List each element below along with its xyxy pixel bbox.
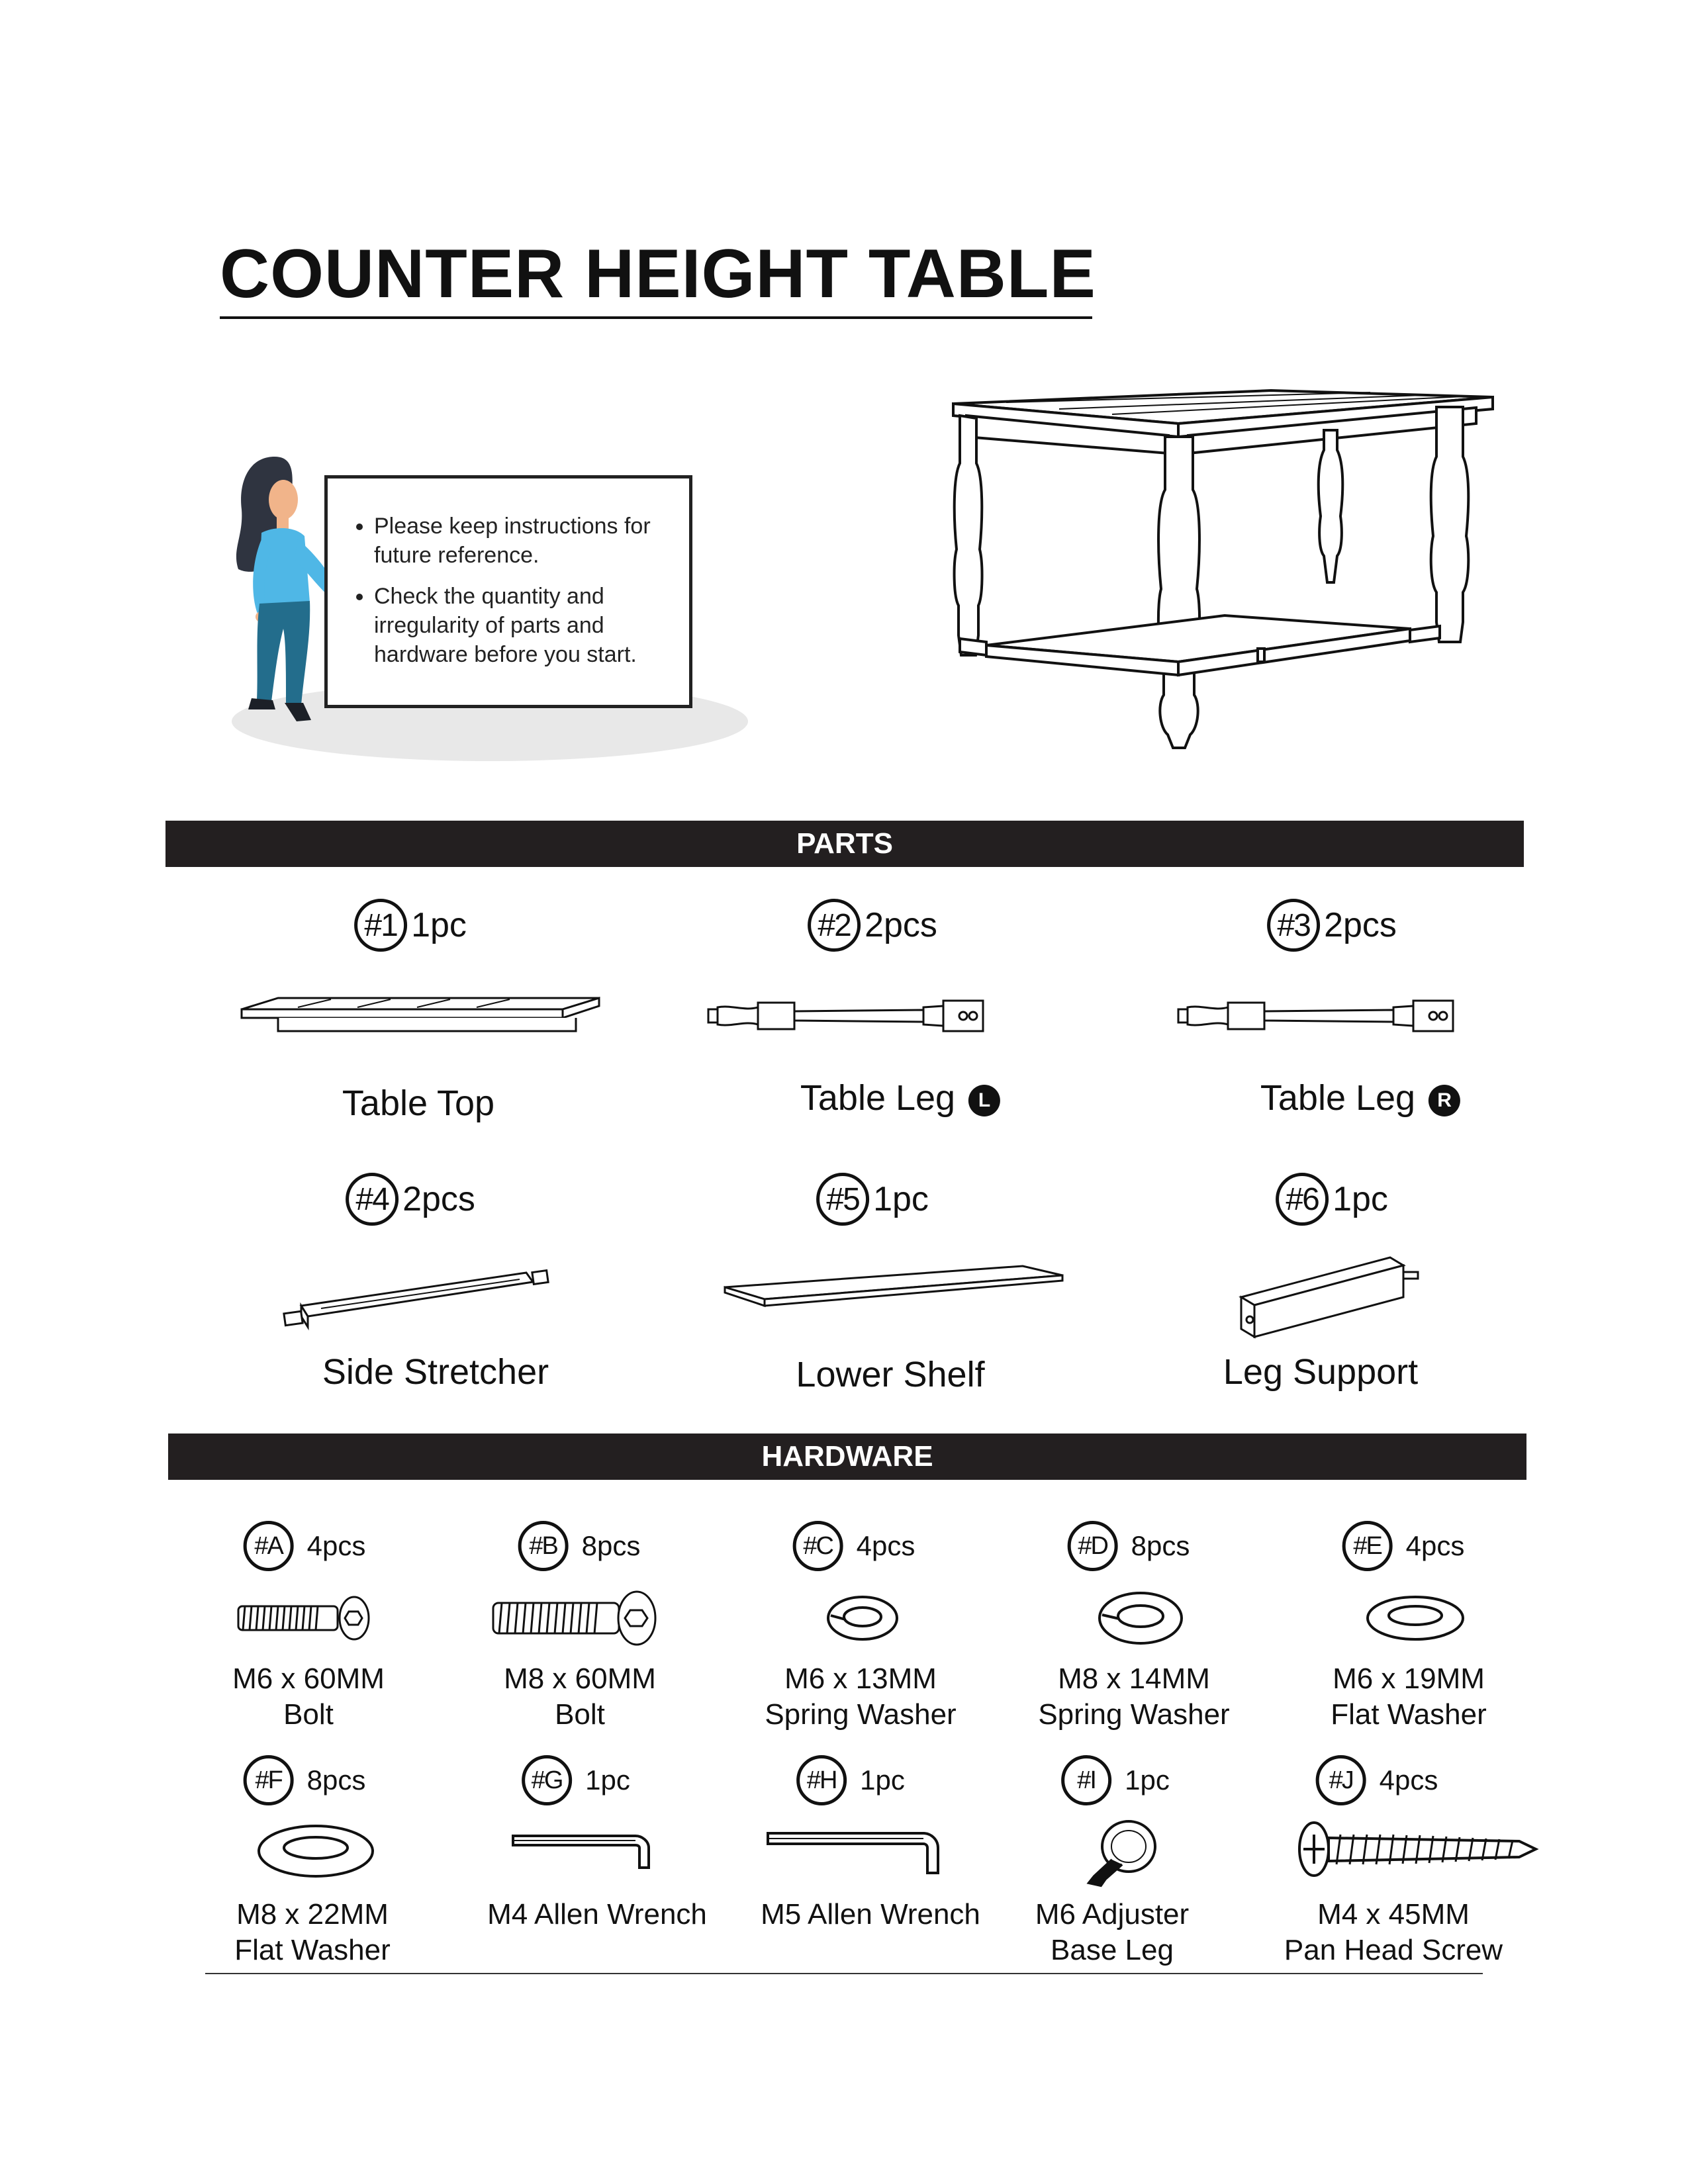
hardware-spec: M8 x 22MM bbox=[236, 1898, 389, 1931]
hardware-quantity: 8pcs bbox=[1131, 1530, 1190, 1561]
flat-washer-icon bbox=[255, 1821, 381, 1881]
allen-wrench-icon bbox=[510, 1828, 655, 1874]
side-stretcher-icon bbox=[281, 1261, 553, 1334]
adjuster-foot-icon bbox=[1076, 1817, 1162, 1889]
part-header bbox=[808, 899, 937, 952]
hardware-header bbox=[1342, 1521, 1465, 1571]
hardware-label bbox=[1038, 1661, 1229, 1733]
table-leg-icon bbox=[1175, 993, 1466, 1039]
hardware-spec: M8 x 60MM bbox=[504, 1662, 656, 1695]
part-quantity: 1pc bbox=[1333, 1180, 1388, 1218]
parts-section-header: PARTS bbox=[165, 821, 1524, 867]
notice-bullet: • Please keep instructions for future reference. bbox=[374, 512, 669, 570]
hardware-quantity: 4pcs bbox=[856, 1530, 915, 1561]
hardware-section-header: HARDWARE bbox=[168, 1433, 1526, 1480]
hardware-label bbox=[1284, 1897, 1503, 1968]
hardware-type: Base Leg bbox=[1051, 1934, 1174, 1966]
part-quantity: 1pc bbox=[873, 1180, 929, 1218]
part-name-with-side bbox=[1260, 1077, 1460, 1118]
hardware-number-badge: #G bbox=[522, 1755, 572, 1805]
part-header bbox=[346, 1173, 475, 1226]
hardware-type: Flat Washer bbox=[1331, 1698, 1487, 1731]
hardware-quantity: 8pcs bbox=[581, 1530, 641, 1561]
right-side-badge: R bbox=[1429, 1085, 1460, 1116]
hardware-quantity: 1pc bbox=[1125, 1764, 1170, 1796]
hardware-spec: M6 x 13MM bbox=[784, 1662, 937, 1695]
hardware-type: Bolt bbox=[555, 1698, 605, 1731]
part-header bbox=[1276, 1173, 1388, 1226]
part-name: Table Leg bbox=[800, 1078, 956, 1118]
part-name: Leg Support bbox=[1223, 1352, 1419, 1392]
hardware-quantity: 4pcs bbox=[1405, 1530, 1465, 1561]
hardware-spec: M5 Allen Wrench bbox=[761, 1898, 980, 1931]
assembled-table-illustration bbox=[947, 384, 1529, 754]
hardware-type: Spring Washer bbox=[1038, 1698, 1230, 1731]
hardware-quantity: 4pcs bbox=[1379, 1764, 1438, 1796]
hardware-number-badge: #F bbox=[244, 1755, 294, 1805]
lower-shelf-icon bbox=[722, 1261, 1069, 1320]
hardware-header bbox=[1316, 1755, 1438, 1805]
part-name-with-side bbox=[800, 1077, 1000, 1118]
bolt-icon bbox=[235, 1595, 374, 1641]
hardware-label bbox=[1035, 1897, 1189, 1968]
table-leg-icon bbox=[705, 993, 996, 1039]
hardware-spec: M4 Allen Wrench bbox=[487, 1898, 707, 1931]
hardware-quantity: 4pcs bbox=[306, 1530, 366, 1561]
notice-list bbox=[354, 512, 669, 669]
screw-icon bbox=[1294, 1815, 1542, 1888]
hardware-number-badge: #B bbox=[518, 1521, 569, 1571]
part-quantity: 2pcs bbox=[1324, 906, 1397, 944]
hardware-spec: M6 x 19MM bbox=[1333, 1662, 1485, 1695]
spring-washer-icon bbox=[1096, 1588, 1188, 1648]
hardware-number-badge: #D bbox=[1068, 1521, 1118, 1571]
hardware-type: Flat Washer bbox=[234, 1934, 391, 1966]
part-number-badge: #5 bbox=[816, 1173, 869, 1226]
part-name: Table Leg bbox=[1260, 1078, 1416, 1118]
hardware-label bbox=[765, 1661, 956, 1733]
hardware-header bbox=[793, 1521, 915, 1571]
hardware-number-badge: #H bbox=[796, 1755, 847, 1805]
hardware-header bbox=[1061, 1755, 1170, 1805]
part-number-badge: #2 bbox=[808, 899, 861, 952]
part-name: Lower Shelf bbox=[796, 1355, 985, 1394]
hardware-quantity: 8pcs bbox=[306, 1764, 366, 1796]
hardware-header bbox=[522, 1755, 630, 1805]
hardware-label bbox=[487, 1897, 707, 1933]
part-number-badge: #3 bbox=[1267, 899, 1320, 952]
left-side-badge: L bbox=[968, 1085, 1000, 1116]
hardware-label bbox=[1331, 1661, 1487, 1733]
hardware-label bbox=[232, 1661, 385, 1733]
hardware-type: Bolt bbox=[283, 1698, 334, 1731]
hardware-label bbox=[504, 1661, 656, 1733]
hardware-label bbox=[234, 1897, 391, 1968]
spring-washer-icon bbox=[824, 1592, 904, 1645]
allen-wrench-icon bbox=[765, 1825, 943, 1878]
part-number-badge: #1 bbox=[354, 899, 407, 952]
hardware-spec: M6 Adjuster bbox=[1035, 1898, 1190, 1931]
part-name: Side Stretcher bbox=[322, 1352, 549, 1392]
hardware-label bbox=[761, 1897, 980, 1933]
part-header bbox=[1267, 899, 1397, 952]
hardware-header bbox=[518, 1521, 641, 1571]
bottom-divider bbox=[205, 1973, 1483, 1974]
hardware-quantity: 1pc bbox=[860, 1764, 905, 1796]
notice-board bbox=[324, 475, 692, 708]
hardware-number-badge: #J bbox=[1316, 1755, 1366, 1805]
notice-bullet: • Check the quantity and irregularity of parts and hardware before you start. bbox=[374, 582, 669, 669]
hardware-header bbox=[244, 1521, 366, 1571]
part-header bbox=[354, 899, 467, 952]
page-title: COUNTER HEIGHT TABLE bbox=[220, 236, 1096, 312]
part-number-badge: #4 bbox=[346, 1173, 399, 1226]
part-quantity: 2pcs bbox=[402, 1180, 475, 1218]
part-quantity: 1pc bbox=[411, 906, 467, 944]
hardware-header bbox=[244, 1755, 366, 1805]
part-number-badge: #6 bbox=[1276, 1173, 1329, 1226]
table-top-icon bbox=[238, 993, 602, 1046]
flat-washer-icon bbox=[1364, 1592, 1470, 1645]
hardware-header bbox=[796, 1755, 905, 1805]
hardware-spec: M8 x 14MM bbox=[1058, 1662, 1210, 1695]
part-name: Table Top bbox=[342, 1083, 495, 1123]
part-quantity: 2pcs bbox=[865, 906, 937, 944]
hardware-header bbox=[1068, 1521, 1190, 1571]
hardware-quantity: 1pc bbox=[585, 1764, 630, 1796]
hardware-number-badge: #C bbox=[793, 1521, 843, 1571]
hardware-type: Spring Washer bbox=[765, 1698, 957, 1731]
hardware-number-badge: #I bbox=[1061, 1755, 1111, 1805]
hardware-spec: M6 x 60MM bbox=[232, 1662, 385, 1695]
title-underline bbox=[220, 316, 1092, 319]
hardware-number-badge: #A bbox=[244, 1521, 294, 1571]
hardware-number-badge: #E bbox=[1342, 1521, 1393, 1571]
hardware-spec: M4 x 45MM bbox=[1317, 1898, 1470, 1931]
leg-support-icon bbox=[1231, 1251, 1423, 1350]
bolt-icon bbox=[490, 1588, 662, 1648]
part-header bbox=[816, 1173, 929, 1226]
hardware-type: Pan Head Screw bbox=[1284, 1934, 1503, 1966]
